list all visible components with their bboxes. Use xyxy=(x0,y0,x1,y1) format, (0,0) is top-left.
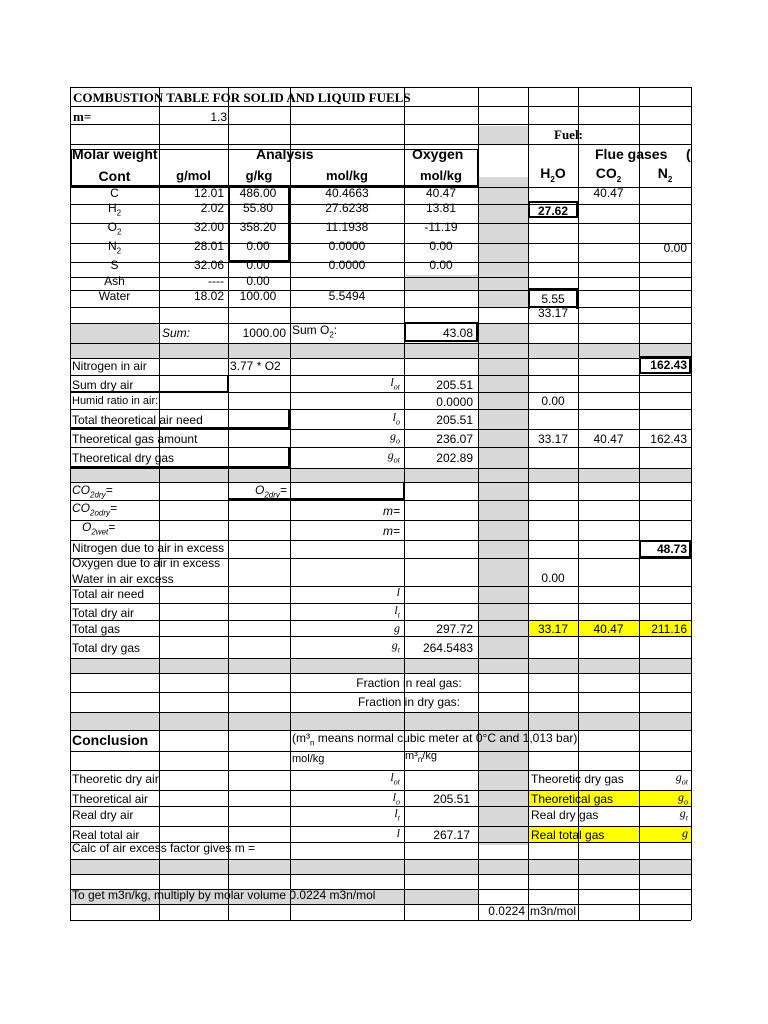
calc-air-excess-label: Calc of air excess factor gives m = xyxy=(72,841,256,855)
conclusion-title: Conclusion xyxy=(72,732,149,748)
component-molkg: 27.6238 xyxy=(325,201,369,215)
n2-formula: 3.77 * O2 xyxy=(230,359,281,373)
component-gkg: 55.80 xyxy=(242,201,274,215)
total-gas-symbol: g xyxy=(394,621,400,635)
total-gas-value: 297.72 xyxy=(436,622,473,636)
h2o-header: $H_2O$ xyxy=(540,165,566,184)
total-gas-h2o: 33.17 xyxy=(537,622,569,636)
total-dry-air-symbol: $l_t$ xyxy=(394,603,400,620)
component-h2o: 5.55 xyxy=(541,292,565,306)
component-gmol: 2.02 xyxy=(200,201,224,215)
sum-dry-air-value: 205.51 xyxy=(436,378,473,392)
flue-gases-paren: ( xyxy=(686,146,691,162)
grid-row-line xyxy=(70,307,691,308)
component-name: $O_2$ xyxy=(107,220,122,237)
conclusion-right-label: Real dry gas xyxy=(531,808,599,822)
fraction-dry-gas-label: Fraction in dry gas: xyxy=(357,695,461,709)
conclusion-right-symbol: $g_{ot}$ xyxy=(675,770,688,787)
conclusion-right-label: Real total gas xyxy=(531,828,605,842)
combustion-spreadsheet xyxy=(70,87,691,920)
sum-o2-label: Sum $O_2$: xyxy=(292,323,338,340)
grid-row-line xyxy=(70,124,691,125)
component-gmol: ---- xyxy=(208,274,224,288)
theo-gas-h2o: 33.17 xyxy=(537,432,569,446)
conclusion-row-label: Real dry air xyxy=(72,808,134,822)
conclusion-right-symbol: $g_t$ xyxy=(679,806,688,823)
total-dry-air-label: Total dry air xyxy=(72,606,135,620)
grid-row-line xyxy=(70,358,691,359)
gray-fill xyxy=(70,343,691,358)
grid-row-line xyxy=(70,636,691,637)
o2-molkg-header: mol/kg xyxy=(420,168,462,183)
grid-row-line xyxy=(70,658,691,659)
humid-ratio-label: Humid ratio in air: xyxy=(72,395,159,407)
total-theo-air-label: Total theoretical air need xyxy=(72,413,203,427)
gray-fill xyxy=(478,323,528,343)
theo-dry-gas-symbol: $g_{ot}$ xyxy=(387,448,400,465)
theo-gas-co2: 40.47 xyxy=(593,432,624,446)
nitrogen-in-air-label: Nitrogen in air xyxy=(72,359,147,373)
gray-fill xyxy=(70,323,159,343)
conclusion-row-symbol: $l_{ot}$ xyxy=(390,770,400,787)
humid-h2o-value: 0.00 xyxy=(541,394,565,408)
conclusion-right-label: Theoretical gas xyxy=(531,792,614,806)
o2wet-label: $O_{2wet}=$ xyxy=(82,520,116,537)
conclusion-row-label: Theoretical air xyxy=(72,792,149,806)
grid-row-line xyxy=(70,620,691,621)
component-gkg: 0.00 xyxy=(246,258,270,272)
theo-gas-n2: 162.43 xyxy=(650,432,687,446)
conclusion-row-symbol: l xyxy=(396,826,400,840)
sum-label: Sum: xyxy=(162,326,191,340)
o2dry-label: $O_{2dry}=$ xyxy=(255,483,287,500)
conclusion-right-symbol: g xyxy=(682,826,688,840)
gray-fill xyxy=(70,859,691,874)
grid-row-line xyxy=(70,520,691,521)
fraction-real-gas-label: Fraction in real gas: xyxy=(356,676,462,690)
h2o-total: 33.17 xyxy=(537,306,569,320)
o2-excess-label: Oxygen due to air in excess xyxy=(72,556,221,570)
gray-fill xyxy=(478,482,528,662)
component-n2: 0.00 xyxy=(663,241,687,255)
component-molkg: 0.0000 xyxy=(328,258,366,272)
humid-ratio-value[interactable]: 0.0000 xyxy=(436,395,473,409)
h2o-water-box xyxy=(528,288,578,308)
unit-m3nkg: $m^3_n/kg$ xyxy=(405,750,437,765)
theo-gas-symbol: $g_o$ xyxy=(390,429,400,446)
n2-excess-label: Nitrogen due to air in excess xyxy=(72,541,225,555)
total-air-need-symbol: l xyxy=(396,585,400,599)
grid-row-line xyxy=(70,874,691,875)
gray-fill xyxy=(70,712,691,730)
sum-gkg: 1000.00 xyxy=(242,326,286,340)
grid-row-line xyxy=(70,468,691,469)
component-molkg: 5.5494 xyxy=(328,289,366,303)
conclusion-row-value: 267.17 xyxy=(433,828,470,842)
component-name: Ash xyxy=(104,274,125,288)
theo-gas-value: 236.07 xyxy=(436,432,473,446)
multiply-note: To get m3n/kg, multiply by molar volume 0.0224 m3n/mol xyxy=(72,888,376,902)
gmol-header: g/mol xyxy=(176,168,211,183)
n2-header: $N_2$ xyxy=(657,165,673,184)
grid-row-line xyxy=(70,673,691,674)
component-o2: 13.81 xyxy=(425,201,457,215)
component-gkg: 0.00 xyxy=(246,239,270,253)
sum-o2-value: 43.08 xyxy=(442,326,473,340)
grid-col-line xyxy=(478,87,479,920)
grid-row-line xyxy=(70,712,691,713)
component-gkg: 486.00 xyxy=(239,186,277,200)
gray-fill xyxy=(478,126,528,144)
unit-molkg: mol/kg xyxy=(292,753,325,765)
component-molkg: 40.4663 xyxy=(325,186,369,200)
molkg-header: mol/kg xyxy=(326,168,368,183)
gray-fill xyxy=(70,468,691,482)
fuel-label: Fuel: xyxy=(554,127,583,142)
n2-excess-value: 48.73 xyxy=(656,542,687,556)
total-dry-gas-label: Total dry gas xyxy=(72,641,141,655)
component-gkg: 100.00 xyxy=(239,289,277,303)
gray-fill xyxy=(70,658,691,673)
grid-row-line xyxy=(70,87,691,88)
component-o2: -11.19 xyxy=(424,220,458,234)
total-gas-label: Total gas xyxy=(72,622,121,636)
conclusion-row-value: 205.51 xyxy=(433,792,470,806)
grid-row-line xyxy=(70,500,691,501)
sum-dry-air-label: Sum dry air xyxy=(72,378,134,392)
gkg-header: g/kg xyxy=(245,168,273,183)
grid-row-line xyxy=(70,343,691,344)
total-theo-air-value: 205.51 xyxy=(436,413,473,427)
component-gmol: 28.01 xyxy=(193,239,224,253)
gray-fill xyxy=(478,177,528,307)
m1-label: m= xyxy=(382,504,400,518)
conclusion-note: ($m^3_n$ means normal cubic meter at 0°C and 1,013 bar) xyxy=(292,731,578,748)
component-name: C xyxy=(110,186,119,200)
n2-in-air-value: 162.43 xyxy=(650,358,687,372)
grid-row-line xyxy=(70,904,691,905)
total-dry-gas-value: 264.5483 xyxy=(422,641,473,655)
grid-col-line xyxy=(691,87,692,920)
component-gmol: 32.06 xyxy=(193,258,224,272)
component-molkg: 0.0000 xyxy=(328,239,366,253)
component-gmol: 12.01 xyxy=(193,186,224,200)
co2dry-label: $CO_{2dry}=$ xyxy=(72,483,113,500)
total-gas-n2: 211.16 xyxy=(651,622,687,636)
component-co2: 40.47 xyxy=(593,186,624,200)
cont-header: Cont xyxy=(98,168,131,184)
total-air-need-label: Total air need xyxy=(72,587,145,601)
analysis-header: Analysis xyxy=(256,146,314,162)
molar-volume-value: 0.0224 xyxy=(488,904,525,918)
grid-row-line xyxy=(70,920,691,921)
oxygen-header: Oxygen xyxy=(412,146,464,162)
grid-row-line xyxy=(70,144,691,145)
grid-row-line xyxy=(70,106,691,107)
total-dry-gas-symbol: $g_t$ xyxy=(391,638,400,655)
water-excess-label: Water in air excess xyxy=(72,572,174,586)
conclusion-row-label: Real total air xyxy=(72,828,140,842)
total-gas-co2: 40.47 xyxy=(593,622,624,636)
m-label: m= xyxy=(73,109,92,124)
water-excess-value: 0.00 xyxy=(541,571,565,585)
component-o2: 0.00 xyxy=(429,258,453,272)
theo-dry-gas-label: Theoretical dry gas xyxy=(72,451,175,465)
co2-header: $CO_2$ xyxy=(595,165,622,184)
co2odry-label: $CO_{2odry}=$ xyxy=(72,501,118,518)
sheet-title: COMBUSTION TABLE FOR SOLID AND LIQUID FUELS xyxy=(73,90,411,105)
conclusion-row-symbol: $l_o$ xyxy=(392,790,400,807)
grid-col-line xyxy=(639,87,640,920)
component-gmol: 18.02 xyxy=(193,289,224,303)
m2-label: m= xyxy=(382,524,400,538)
component-o2: 0.00 xyxy=(429,239,453,253)
component-gkg: 0.00 xyxy=(246,274,270,288)
component-molkg: 11.1938 xyxy=(325,220,369,234)
conclusion-right-label: Theoretic dry gas xyxy=(531,772,624,786)
flue-gases-header: Flue gases xyxy=(595,146,668,162)
component-name: $H_2$ xyxy=(107,201,122,218)
grid-row-line xyxy=(70,323,691,324)
molar-volume-unit: m3n/mol xyxy=(530,904,577,918)
total-theo-air-symbol: $l_o$ xyxy=(392,410,400,427)
component-o2: 40.47 xyxy=(425,186,457,200)
m-value[interactable]: 1.3 xyxy=(210,110,227,124)
grid-row-line xyxy=(70,751,691,752)
grid-row-line xyxy=(70,859,691,860)
theo-dry-gas-value: 202.89 xyxy=(436,451,473,465)
component-name: S xyxy=(110,258,119,272)
molar-weight-header: Molar weight xyxy=(72,146,158,162)
conclusion-row-label: Theoretic dry air xyxy=(72,772,159,786)
component-name: Water xyxy=(98,289,131,303)
component-gmol: 32.00 xyxy=(193,220,224,234)
conclusion-row-symbol: $l_t$ xyxy=(394,806,400,823)
component-gkg: 358.20 xyxy=(239,220,277,234)
sum-dry-air-symbol: $l_{ot}$ xyxy=(390,375,400,392)
conclusion-right-symbol: $g_o$ xyxy=(678,790,688,807)
component-name: $N_2$ xyxy=(107,239,122,256)
grid-row-line xyxy=(70,692,691,693)
component-h2o: 27.62 xyxy=(537,204,569,218)
theo-gas-label: Theoretical gas amount xyxy=(72,432,198,446)
